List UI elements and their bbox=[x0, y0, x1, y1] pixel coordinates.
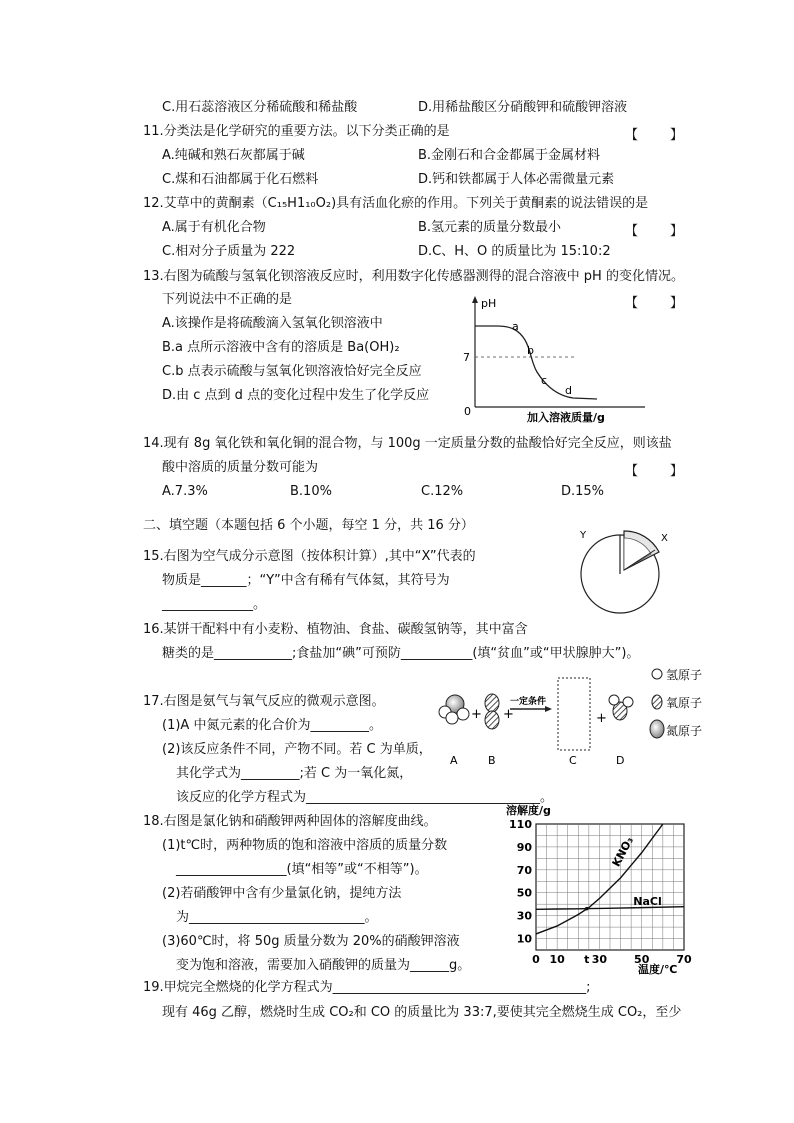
ph-point-a: a bbox=[512, 320, 519, 333]
x-tick-label: 30 bbox=[591, 953, 608, 966]
reaction-arrow-head bbox=[545, 706, 552, 712]
q14-sub: 酸中溶质的质量分数可能为 bbox=[162, 460, 319, 475]
q18-sub6: 变为饱和溶液，需要加入硝酸钾的质量为______g。 bbox=[176, 958, 471, 973]
q11-option-d: D.钙和铁都属于人体必需微量元素 bbox=[418, 172, 615, 187]
q18-stem: 18.右图是氯化钠和硝酸钾两种固体的溶解度曲线。 bbox=[143, 814, 437, 829]
legend-nitrogen-icon bbox=[650, 720, 664, 738]
x-tick-label: 70 bbox=[676, 953, 692, 966]
q14-option-b: B.10% bbox=[290, 484, 332, 499]
q17-sub2: (2)该反应条件不同，产物不同。若 C 为单质， bbox=[162, 742, 432, 757]
ph-seven-tick: 7 bbox=[463, 351, 470, 364]
ph-y-arrow bbox=[472, 296, 478, 303]
q18-sub1: (1)t℃时，两种物质的饱和溶液中溶质的质量分数 bbox=[162, 838, 448, 853]
q11-option-a: A.纯碱和熟石灰都属于碱 bbox=[162, 148, 305, 163]
q12-option-c: C.相对分子质量为 222 bbox=[162, 244, 296, 259]
intersection-point bbox=[585, 907, 589, 911]
legend-oxygen: 氧原子 bbox=[666, 696, 703, 710]
x-tick-label: 50 bbox=[634, 953, 650, 966]
q18-sub4: 为___________________________。 bbox=[176, 910, 378, 925]
ph-curve-graph bbox=[455, 292, 655, 424]
x-tick-label: 0 bbox=[532, 953, 540, 966]
q13-option-d: D.由 c 点到 d 点的变化过程中发生了化学反应 bbox=[162, 388, 430, 403]
q14-option-a: A.7.3% bbox=[162, 484, 208, 499]
q12-stem: 12.艾草中的黄酮素（C₁₅H1₁₀O₂)具有活血化瘀的作用。下列关于黄酮素的说法错误的是 bbox=[143, 196, 649, 211]
plus-sign-2: + bbox=[503, 707, 514, 722]
air-composition-pie bbox=[575, 526, 675, 618]
q18-sub3: (2)若硝酸钾中含有少量氯化钠，提纯方法 bbox=[162, 886, 402, 901]
product-c-box bbox=[558, 678, 590, 750]
solubility-title: 溶解度/g bbox=[506, 804, 551, 817]
ph-curve bbox=[475, 326, 597, 399]
q13-option-c: C.b 点表示硫酸与氢氧化钡溶液恰好完全反应 bbox=[162, 364, 422, 379]
pie-label-x: X bbox=[661, 533, 668, 544]
q19-line2: 现有 46g 乙醇，燃烧时生成 CO₂和 CO 的质量比为 33:7,要使其完全燃烧生成 CO₂，至少 bbox=[162, 1005, 682, 1020]
q13-stem: 13.右图为硫酸与氢氧化钡溶液反应时，利用数字化传感器测得的混合溶液中 pH 的变化情况。 bbox=[143, 269, 684, 284]
q19-line1: 19.甲烷完全燃烧的化学方程式为_______________________________________; bbox=[143, 980, 591, 995]
q12-option-b: B.氢元素的质量分数最小 bbox=[418, 220, 562, 235]
y-tick-label: 30 bbox=[516, 909, 532, 923]
q15-line1: 15.右图为空气成分示意图（按体积计算）,其中“X”代表的 bbox=[143, 549, 476, 564]
legend-oxygen-icon bbox=[652, 695, 662, 709]
series-label-nacl: NaCl bbox=[633, 894, 662, 908]
q15-line3: ______________。 bbox=[162, 597, 267, 612]
q14-option-c: C.12% bbox=[421, 484, 464, 499]
q14-stem: 14.现有 8g 氧化铁和氧化铜的混合物，与 100g 一定质量分数的盐酸恰好完全反应，则该盐 bbox=[143, 436, 672, 451]
pie-label-y: Y bbox=[580, 530, 587, 541]
section-heading: 二、填空题（本题包括 6 个小题，每空 1 分，共 16 分） bbox=[143, 518, 474, 533]
y-tick-label: 90 bbox=[516, 840, 532, 854]
ph-x-label: 加入溶液质量/g bbox=[527, 411, 605, 424]
q13-option-a: A.该操作是将硫酸滴入氢氧化钡溶液中 bbox=[162, 316, 383, 331]
q10-option-c: C.用石蕊溶液区分稀硫酸和稀盐酸 bbox=[162, 100, 358, 115]
q11-stem: 11.分类法是化学研究的重要方法。以下分类正确的是 bbox=[143, 124, 450, 139]
q11-option-c: C.煤和石油都属于化石燃料 bbox=[162, 172, 319, 187]
q18-sub2: _________________(填“相等”或“不相等”)。 bbox=[176, 862, 428, 877]
legend-hydrogen: 氢原子 bbox=[666, 668, 703, 682]
q16-line1: 16.某饼干配料中有小麦粉、植物油、食盐、碳酸氢钠等，其中富含 bbox=[143, 622, 528, 637]
legend-hydrogen-icon bbox=[652, 669, 662, 679]
q12-option-a: A.属于有机化合物 bbox=[162, 220, 266, 235]
q13-option-b: B.a 点所示溶液中含有的溶质是 Ba(OH)₂ bbox=[162, 340, 400, 355]
y-tick-label: 70 bbox=[516, 863, 532, 877]
q11-answer-bracket: 【 】 bbox=[625, 128, 686, 143]
q11-option-b: B.金刚石和合金都属于金属材料 bbox=[418, 148, 601, 163]
label-b: B bbox=[488, 754, 496, 767]
y-tick-label: 10 bbox=[516, 932, 532, 946]
ph-point-c: c bbox=[541, 374, 548, 387]
label-a: A bbox=[450, 754, 458, 767]
reaction-micro-diagram bbox=[430, 666, 730, 770]
molecule-a bbox=[439, 695, 469, 724]
plus-sign-3: + bbox=[596, 711, 607, 726]
ph-y-label: pH bbox=[481, 297, 497, 310]
q17-sub4: 该反应的化学方程式为____________________________________。 bbox=[176, 790, 554, 805]
series-label-kno3: KNO₃ bbox=[609, 834, 637, 869]
x-tick-label: t bbox=[584, 953, 590, 966]
x-tick-label: 10 bbox=[549, 953, 565, 966]
q10-option-d: D.用稀盐酸区分硝酸钾和硫酸钾溶液 bbox=[418, 100, 628, 115]
q14-option-d: D.15% bbox=[561, 484, 605, 499]
q15-line2: 物质是_______；“Y”中含有稀有气体氦，其符号为 bbox=[162, 573, 450, 588]
q13-answer-bracket: 【 】 bbox=[625, 296, 686, 311]
solubility-chart bbox=[500, 804, 696, 976]
y-tick-label: 50 bbox=[516, 886, 532, 900]
ph-origin: 0 bbox=[464, 405, 471, 418]
ph-point-b: b bbox=[527, 344, 534, 357]
molecule-b bbox=[485, 694, 499, 729]
ph-point-d: d bbox=[565, 384, 572, 397]
molecule-d bbox=[609, 695, 633, 720]
q13-sub: 下列说法中不正确的是 bbox=[162, 292, 293, 307]
q14-answer-bracket: 【 】 bbox=[625, 464, 686, 479]
plus-sign-1: + bbox=[471, 707, 482, 722]
q16-line2: 糖类的是____________;食盐加“碘”可预防___________(填“贫血”或“甲状腺肿大”)。 bbox=[162, 646, 640, 661]
y-tick-label: 110 bbox=[509, 818, 532, 831]
q17-sub3: 其化学式为_________;若 C 为一氧化氮， bbox=[176, 766, 413, 781]
label-d: D bbox=[616, 754, 625, 767]
solubility-grid bbox=[536, 824, 684, 950]
legend-nitrogen: 氮原子 bbox=[666, 724, 703, 738]
q17-sub1: (1)A 中氮元素的化合价为_________。 bbox=[162, 718, 382, 733]
q12-option-d: D.C、H、O 的质量比为 15:10:2 bbox=[418, 244, 611, 259]
q12-answer-bracket: 【 】 bbox=[625, 224, 686, 239]
label-c: C bbox=[569, 754, 577, 767]
q18-sub5: (3)60℃时，将 50g 质量分数为 20%的硝酸钾溶液 bbox=[162, 934, 460, 949]
reaction-condition: 一定条件 bbox=[510, 697, 547, 707]
q17-stem: 17.右图是氨气与氧气反应的微观示意图。 bbox=[143, 694, 385, 709]
solubility-x-label: 温度/℃ bbox=[638, 963, 678, 976]
